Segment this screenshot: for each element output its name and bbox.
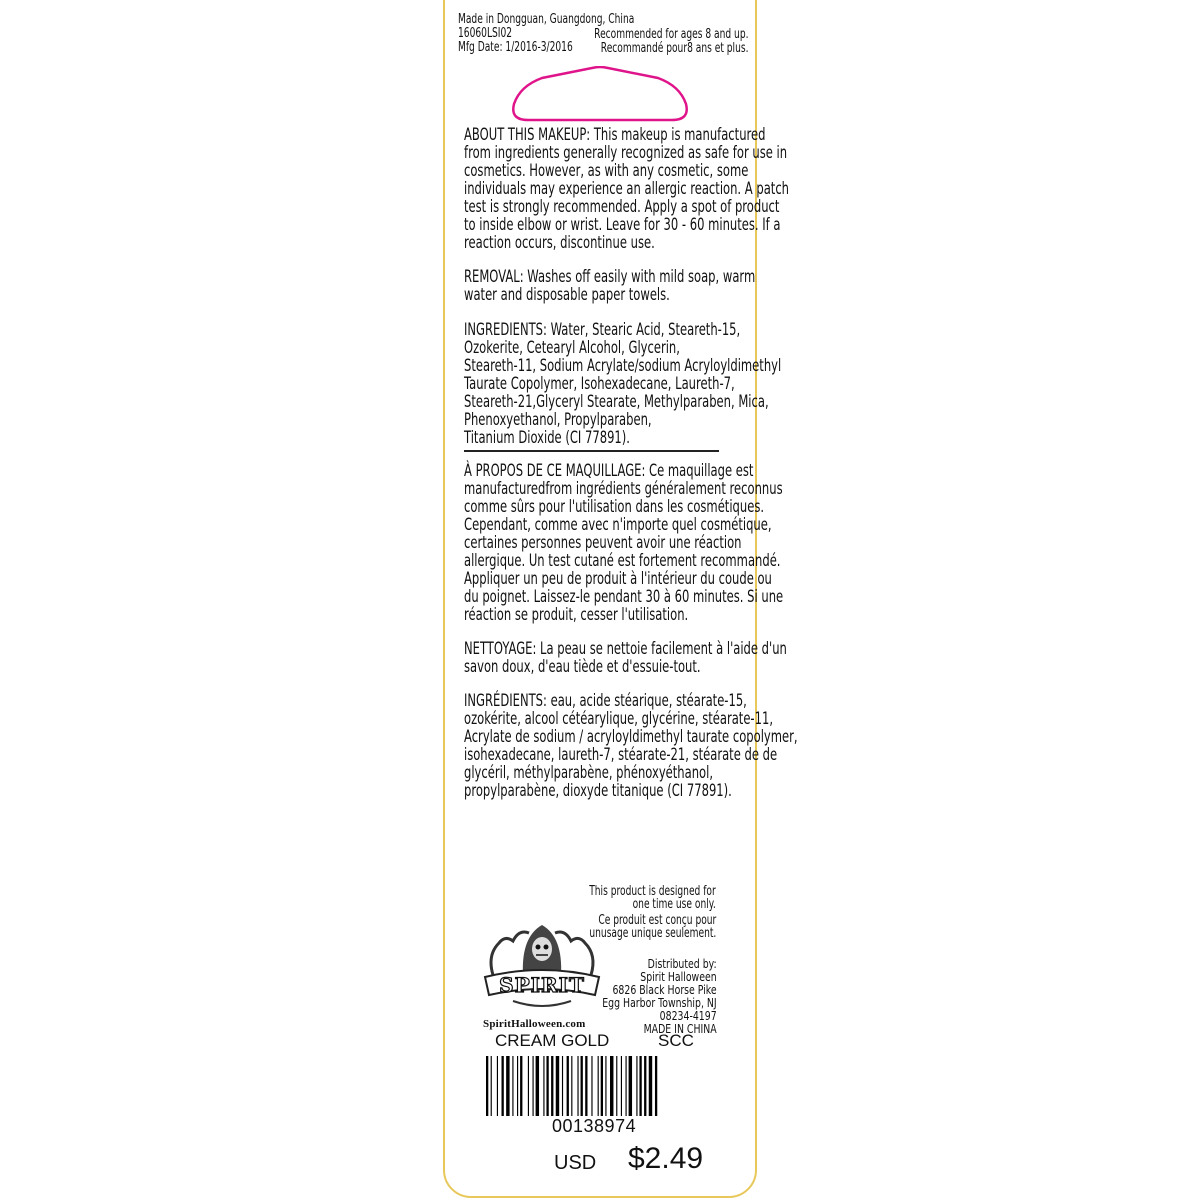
age-fr: Recommandé pour8 ans et plus. (600, 41, 748, 56)
about-makeup-en: ABOUT THIS MAKEUP: This makeup is manufactured from ingredients generally recognized as safe for use in cosmetics. However, as with any cosmetic, some individuals may experience an allergic reaction. A patch test is strongly recommended. Apply a spot of product to inside elbow or wrist. Leave for 30 - 60 minutes. If a reaction occurs, discontinue use. (464, 125, 790, 253)
spirit-logo-icon (483, 915, 601, 1015)
age-en: Recommended for ages 8 and up. (593, 27, 748, 42)
lot-code: 16060LSI02 (458, 26, 513, 41)
age-recommendation (594, 28, 748, 56)
price-amount: $2.49 (628, 1142, 704, 1175)
mfg-date: Mfg Date: 1/2016-3/2016 (458, 40, 573, 55)
distributor-info: Distributed by: Spirit Halloween 6826 Black Horse Pike Egg Harbor Township, NJ 08234-4197 MADE IN CHINA (602, 957, 717, 1036)
removal-en: REMOVAL: Washes off easily with mild soap, warm water and disposable paper towels. (464, 267, 756, 305)
product-code: SCC (658, 1031, 694, 1050)
section-divider (464, 450, 719, 452)
barcode-icon (484, 1056, 718, 1116)
barcode-number: 00138974 (552, 1116, 637, 1136)
about-makeup-fr: À PROPOS DE CE MAQUILLAGE: Ce maquillage est manufacturedfrom ingrédients généralement reconnus comme sûrs pour l'utilisation dans les cosmétiques. Cependant, comme avec n'importe quel cosmétique, certaines personnes peuvent avoir une réaction allergique. Un test cutané est fortement recommandé. Appliquer un peu de produit à l'intérieur du coude ou du poignet. Laissez-le pendant 30 à 60 minutes. Si une réaction se produit, cesser l'utilisation. (464, 461, 784, 625)
product-name: CREAM GOLD (495, 1031, 610, 1050)
origin-line: Made in Dongguan, Guangdong, China (458, 12, 635, 27)
logo-url: SpiritHalloween.com (483, 1018, 586, 1030)
ingredients-fr: INGRÉDIENTS: eau, acide stéarique, stéarate-15, ozokérite, alcool cétéarylique, glycérine, stéarate-11, Acrylate de sodium / acryloyldimethyl taurate copolymer, isohexadecane, laureth-7, stéarate-21, stéarate de de glycéril, méthylparabène, phénoxyéthanol, propylparabène, dioxyde titanique (CI 77891). (464, 691, 798, 801)
single-use-en: This product is designed for one time use only. (589, 884, 716, 912)
hang-hole-icon (508, 66, 692, 122)
removal-fr: NETTOYAGE: La peau se nettoie facilement à l'aide d'un savon doux, d'eau tiède et d'essuie-tout. (464, 639, 787, 677)
price-currency: USD (554, 1152, 597, 1174)
ingredients-en: INGREDIENTS: Water, Stearic Acid, Steareth-15, Ozokerite, Cetearyl Alcohol, Glycerin, Steareth-11, Sodium Acrylate/sodium Acryloyldimethyl Taurate Copolymer, Isohexadecane, Laureth-7, Steareth-21,Glyceryl Stearate, Methylparaben, Mica, Phenoxyethanol, Propylparaben, Titanium Dioxide (CI 77891). (464, 320, 782, 448)
single-use-fr: Ce produit est conçu pour unusage unique seulement. (589, 913, 716, 941)
logo-wordmark: SPIRIT (499, 973, 585, 997)
